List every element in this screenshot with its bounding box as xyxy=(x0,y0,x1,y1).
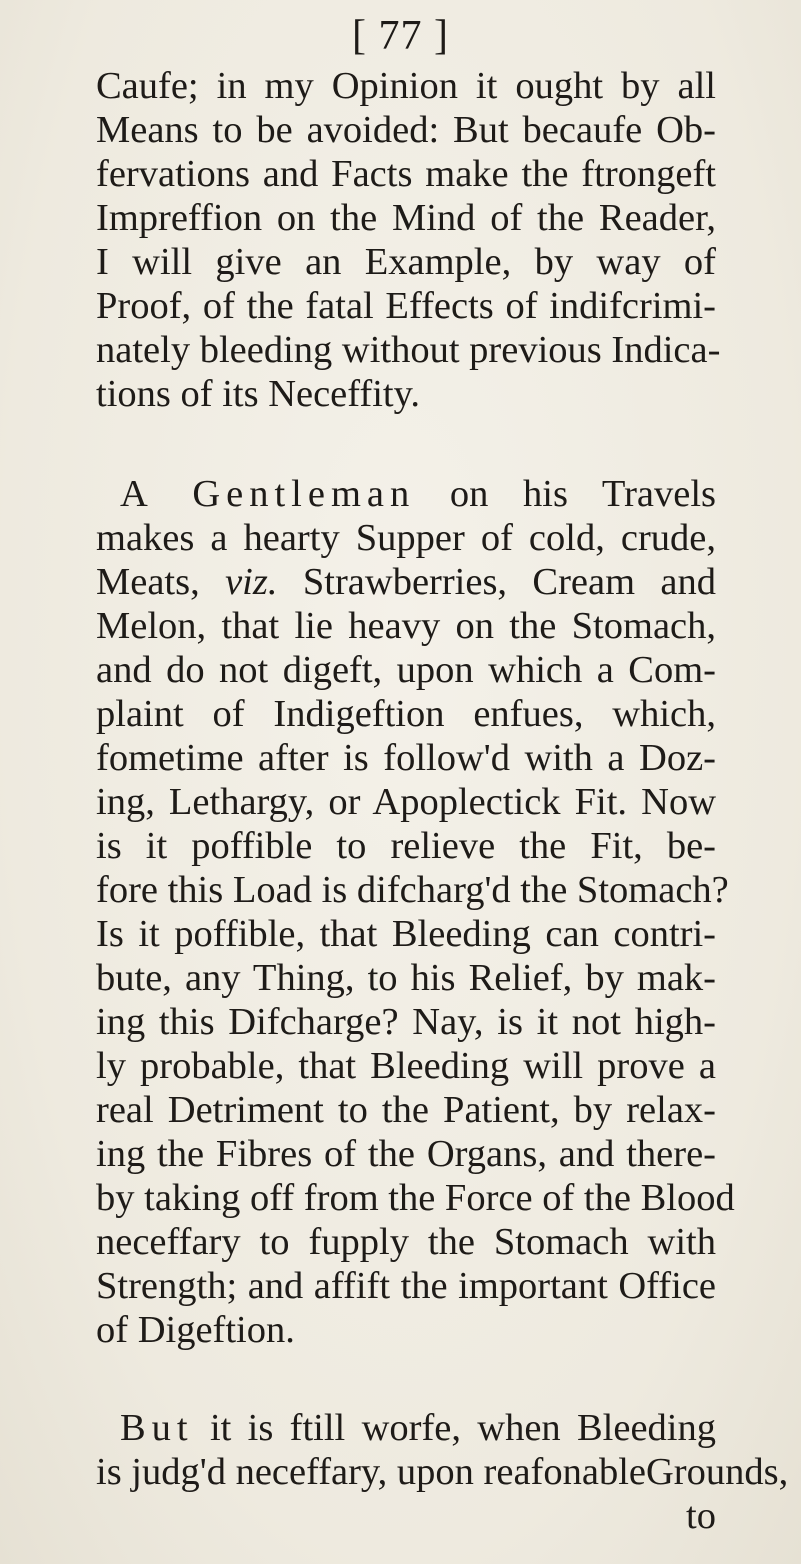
text-line: Impreffion on the Mind of the Reader, xyxy=(96,197,716,239)
text-line: of Digeftion. xyxy=(96,1309,295,1351)
text-line: neceffary to fupply the Stomach with xyxy=(96,1221,716,1263)
text-line: tions of its Neceffity. xyxy=(96,373,420,415)
text-line: plaint of Indigeftion enfues, which, xyxy=(96,693,716,735)
text-line: is it poffible to relieve the Fit, be- xyxy=(96,825,716,867)
text-line: and do not digeft, upon which a Com- xyxy=(96,649,716,691)
text-line: fervations and Facts make the ftrongeft xyxy=(96,153,716,195)
paragraph-opening-line xyxy=(96,472,716,516)
text-line: Melon, that lie heavy on the Stomach, xyxy=(96,605,716,647)
small-caps-opening: But xyxy=(120,1407,194,1449)
text-line: ing the Fibres of the Organs, and there- xyxy=(96,1133,716,1175)
text-line: fometime after is follow'd with a Doz- xyxy=(96,737,716,779)
text-line: I will give an Example, by way of xyxy=(96,241,716,283)
text-line: bute, any Thing, to his Relief, by mak- xyxy=(96,957,716,999)
opening-line-rest: it is ftill worfe, when Bleeding xyxy=(193,1407,716,1449)
text-line: nately bleeding without previous Indica- xyxy=(96,329,721,371)
page-number-header: [ 77 ] xyxy=(352,13,449,59)
text-line: Is it poffible, that Bleeding can contri- xyxy=(96,913,716,955)
text-line: Caufe; in my Opinion it ought by all xyxy=(96,65,716,107)
text-line: ing this Difcharge? Nay, is it not high- xyxy=(96,1001,716,1043)
text-line: by taking off from the Force of the Blood xyxy=(96,1177,735,1219)
text-segment: Strawberries, Cream and xyxy=(277,561,717,603)
text-line: Means to be avoided: But becaufe Ob- xyxy=(96,109,716,151)
catchword: to xyxy=(686,1495,716,1537)
text-line: makes a hearty Supper of cold, crude, xyxy=(96,517,716,559)
paragraph-opening-line xyxy=(96,1406,716,1450)
text-line: is judg'd neceffary, upon reafonableGrounds, xyxy=(96,1451,789,1493)
text-line: fore this Load is difcharg'd the Stomach? xyxy=(96,869,729,911)
opening-line-rest: on his Travels xyxy=(415,473,716,515)
text-line: Strength; and affift the important Office xyxy=(96,1265,716,1307)
text-line xyxy=(96,560,716,604)
text-line: real Detriment to the Patient, by relax- xyxy=(96,1089,716,1131)
italic-abbreviation: viz. xyxy=(225,561,278,603)
text-line: Proof, of the fatal Effects of indifcrimi- xyxy=(96,285,716,327)
text-line: ing, Lethargy, or Apoplectick Fit. Now xyxy=(96,781,716,823)
small-caps-opening: A Gentleman xyxy=(120,473,416,515)
text-line: ly probable, that Bleeding will prove a xyxy=(96,1045,716,1087)
text-segment: Meats, xyxy=(96,561,226,603)
